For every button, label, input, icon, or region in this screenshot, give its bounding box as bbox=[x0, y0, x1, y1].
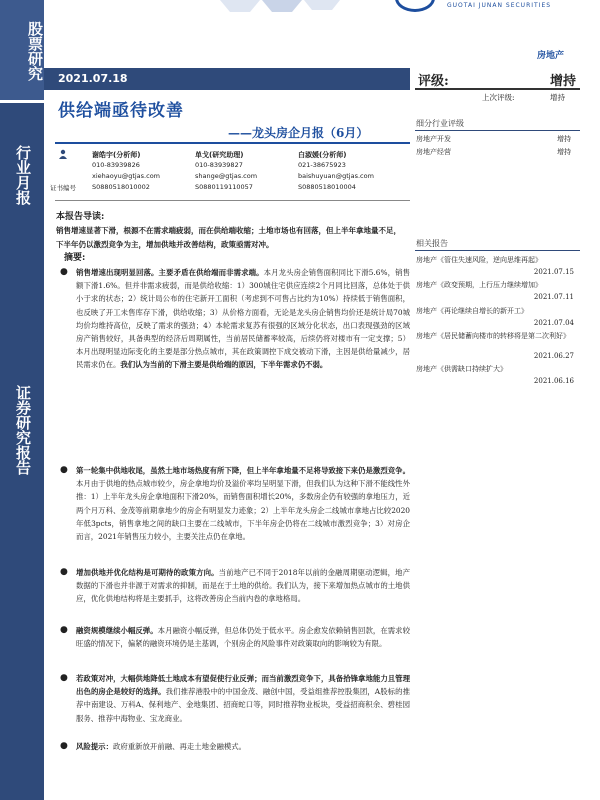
cert-label: 证书编号 bbox=[50, 184, 76, 192]
bullet-dot-icon: ● bbox=[60, 673, 68, 683]
analyst-name: 白淑媛(分析师) bbox=[298, 151, 347, 159]
related-report-date: 2021.06.16 bbox=[533, 377, 574, 385]
related-report-link[interactable]: 房地产《再论继续自增长的新开工》 bbox=[416, 307, 528, 315]
summary-bullet bbox=[60, 566, 410, 616]
bullet-dot-icon: ● bbox=[60, 741, 68, 751]
bullet-body: 本月由于供地的热点城市较少，房企拿地均价及溢价率均呈明显下滑，但我们认为这种下滑不能线性外推：1）上半年龙头房企拿地面积下滑20%，而销售面积增长20%，多数房企仍有较强的拿地压力，近两个月万科、金茂等前期拿地少的房企有明显发力迹象；2）上半年龙头房企二线城市拿地占比较2020年低3pcts，销售拿地之间的缺口主要在二线城市，下半年房企仍将在二线城市激烈竞争；3）对房企而言，2021年销售压力较小，主要关注点仍在拿地。 bbox=[76, 479, 410, 542]
bullet-lead: 增加供地并优化结构是可期待的政策方向。 bbox=[76, 568, 219, 577]
related-report-link[interactable]: 房地产《居民储蓄向楼市的转移将是第二次利好》 bbox=[416, 332, 570, 340]
related-report-date: 2021.07.11 bbox=[533, 293, 574, 301]
related-report-date: 2021.07.04 bbox=[533, 319, 574, 327]
related-reports-title: 相关报告 bbox=[416, 239, 448, 248]
industry-name: 房地产经营 bbox=[416, 148, 451, 156]
bullet-dot-icon: ● bbox=[60, 267, 68, 277]
bullet-body: 本月龙头房企销售面积同比下滑5.6%，销售额下滑1.6%。但并非需求疲弱，而是供给收缩：1）300城住宅供应连续2个月同比回落，总体处于供小于求的状态；2）统计局公布的住宅新开工面积（考虑到不可售占比约为10%）持续低于销售面积，也反映了开工未售库存下滑，供给收缩；3）从价格方面看，无论是龙头房企销售均价还是统计局70城均价均维持高位，反映了需求的强劲；4）本轮需求复苏有很强的区域分化状态，出口表现强劲的区域房产销售较好，具备典型的经济后周期属性，当前居民储蓄率较高，后续仍将对楼市有一定支撑；5）本月出现明显边际变化的主要是部分热点城市，其在政策调控下成交被动下滑，主因是供给量减少，居民需求仍在。 bbox=[76, 268, 410, 370]
prev-rating-label: 上次评级: bbox=[482, 93, 515, 102]
bullet-dot-icon: ● bbox=[60, 567, 68, 577]
related-report-date: 2021.07.15 bbox=[533, 268, 574, 276]
bullet-lead: 融资规模继续小幅反弹。 bbox=[76, 626, 158, 635]
related-report-date: 2021.06.27 bbox=[533, 352, 574, 360]
diamond-ornament-icon bbox=[220, 0, 340, 14]
summary-bullet bbox=[60, 464, 410, 564]
industry-rating: 增持 bbox=[557, 135, 571, 143]
bullet-body: 当前地产已不同于2018年以前的金融周期驱动逻辑，地产数据的下滑也并非源于对需求的抑制，而是在于土地的供给。我们认为，接下来增加热点城市的土地供应，优化供地结构将是主要抓手，这将改善房企当前内卷的拿地格局。 bbox=[76, 568, 410, 604]
bullet-conclusion: 我们认为当前的下滑主要是供给端的原因，下半年需求仍不弱。 bbox=[120, 360, 328, 370]
bullet-lead: 第一轮集中供地收尾，虽然土地市场热度有所下降，但上半年拿地量不足将导致接下来仍是激烈竞争。 bbox=[76, 466, 410, 475]
bullet-body: 本月融资小幅反弹，但总体仍处于低水平。房企愈发依赖销售回款，在需求较旺盛的情况下，偏紧的融资环境仍是主基调，个别房企的风险事件对政策取向的影响较为有限。 bbox=[76, 626, 410, 649]
logo-mark-icon bbox=[395, 0, 435, 12]
brand-name-en: GUOTAI JUNAN SECURITIES bbox=[447, 2, 552, 9]
analyst-email[interactable]: baishuyuan@gtjas.com bbox=[298, 172, 374, 180]
prev-rating-value: 增持 bbox=[550, 93, 565, 102]
analyst-email[interactable]: xiehaoyu@gtjas.com bbox=[92, 172, 160, 180]
bullet-dot-icon: ● bbox=[60, 465, 68, 475]
summary-bullet bbox=[60, 266, 410, 458]
bullet-body: 政府重新放开前融、再走土地金融模式。 bbox=[112, 742, 247, 751]
analyst-card bbox=[298, 150, 413, 194]
sidebar-label-industry-monthly: 行业月报 bbox=[14, 145, 32, 205]
bullet-dot-icon: ● bbox=[60, 625, 68, 635]
industry-rating-divider bbox=[415, 130, 580, 131]
summary-bullet bbox=[60, 624, 410, 666]
rating-label: 评级: bbox=[418, 74, 449, 89]
report-title: 供给端亟待改善 bbox=[58, 101, 184, 121]
industry-rating: 增持 bbox=[557, 148, 571, 156]
related-report-link[interactable]: 房地产《管住失速风险，逆向思维再起》 bbox=[416, 256, 542, 264]
analyst-card bbox=[92, 150, 207, 194]
bullet-lead: 销售增速出现明显回落。主要矛盾在供给端而非需求端。 bbox=[76, 268, 264, 277]
brand-logo bbox=[395, 0, 600, 16]
analyst-phone: 010-83939827 bbox=[195, 161, 243, 169]
analyst-card bbox=[195, 150, 310, 194]
sidebar-label-stock-research: 股票研究 bbox=[0, 0, 44, 100]
report-date: 2021.07.18 bbox=[58, 72, 128, 85]
rating-box bbox=[415, 68, 580, 90]
bullet-lead: 若政策对冲，大幅供地降低土地成本有望促使行业反弹；而当前激烈竞争下，具备拾锋拿地能力且管理出色的房企是较好的选择。 bbox=[76, 674, 410, 697]
analyst-phone: 021-38675923 bbox=[298, 161, 346, 169]
sector-tag: 房地产 bbox=[536, 51, 564, 61]
bullet-lead: 风险提示： bbox=[76, 742, 113, 751]
summary-title: 摘要: bbox=[64, 253, 86, 263]
analyst-email[interactable]: shange@gtjas.com bbox=[195, 172, 258, 180]
related-reports-divider bbox=[415, 250, 580, 251]
analyst-name: 单戈(研究助理) bbox=[195, 151, 244, 159]
industry-rating-title: 细分行业评级 bbox=[416, 119, 464, 128]
analyst-divider bbox=[55, 200, 410, 201]
guide-text: 销售增速显著下滑，根源不在需求端疲弱，而在供给端收缩；土地市场也有回落，但上半年拿地量不足，下半年仍以激烈竞争为主，增加供地并改善结构，政策亟需对冲。 bbox=[56, 226, 401, 249]
bullet-body: 我们推荐港股中的中国金茂、融创中国，受益组推荐控股集团，A股标的推荐中南建设、万科A、保利地产、金地集团、招商蛇口等，同时推荐物业板块，受益招商积余、碧桂园服务、推荐中海物业、宝龙商业。 bbox=[76, 687, 410, 723]
analyst-name: 谢皓宇(分析师) bbox=[92, 151, 141, 159]
summary-bullet bbox=[60, 740, 410, 756]
analyst-cert: S0880518010002 bbox=[92, 183, 150, 191]
summary-bullet bbox=[60, 672, 410, 732]
report-subtitle: ——龙头房企月报（6月） bbox=[228, 126, 369, 140]
analyst-cert: S0880518010004 bbox=[298, 183, 356, 191]
sidebar-label-securities-report: 证券研究报告 bbox=[14, 385, 32, 475]
industry-name: 房地产开发 bbox=[416, 135, 451, 143]
related-report-link[interactable]: 房地产《供需缺口持续扩大》 bbox=[416, 365, 507, 373]
analyst-phone: 010-83939826 bbox=[92, 161, 140, 169]
guide-title: 本报告导读: bbox=[56, 212, 105, 222]
sidebar-divider bbox=[0, 100, 44, 103]
related-report-link[interactable]: 房地产《政变预期，上行压力继续增加》 bbox=[416, 281, 542, 289]
title-divider bbox=[55, 142, 410, 144]
analyst-icon bbox=[58, 149, 68, 159]
rating-value: 增持 bbox=[549, 74, 576, 89]
analyst-cert: S0880119110057 bbox=[195, 183, 253, 191]
